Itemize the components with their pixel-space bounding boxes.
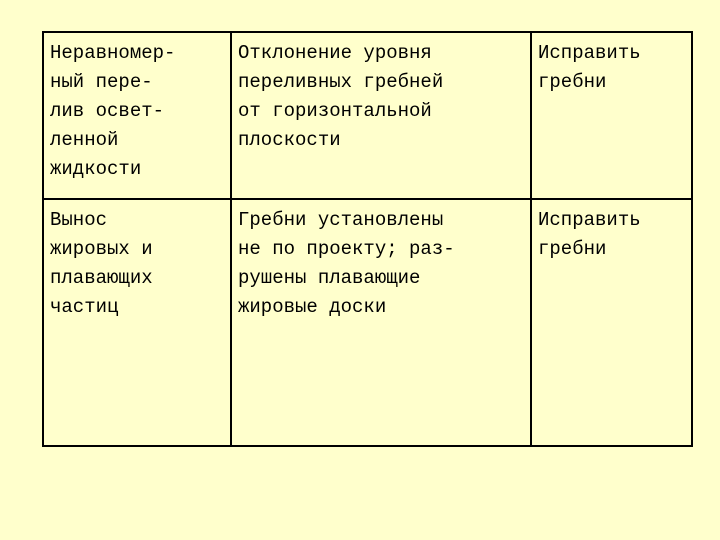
table-row xyxy=(43,32,692,199)
issue-cell: Неравномер- ный пере- лив освет- ленной жидкости xyxy=(43,32,231,199)
action-cell: Исправить гребни xyxy=(531,199,692,446)
cause-cell: Отклонение уровня переливных гребней от горизонтальной плоскости xyxy=(231,32,531,199)
issue-cell: Вынос жировых и плавающих частиц xyxy=(43,199,231,446)
action-cell: Исправить гребни xyxy=(531,32,692,199)
cause-cell: Гребни установлены не по проекту; раз- рушены плавающие жировые доски xyxy=(231,199,531,446)
table-row xyxy=(43,199,692,446)
troubleshooting-table xyxy=(42,31,693,447)
